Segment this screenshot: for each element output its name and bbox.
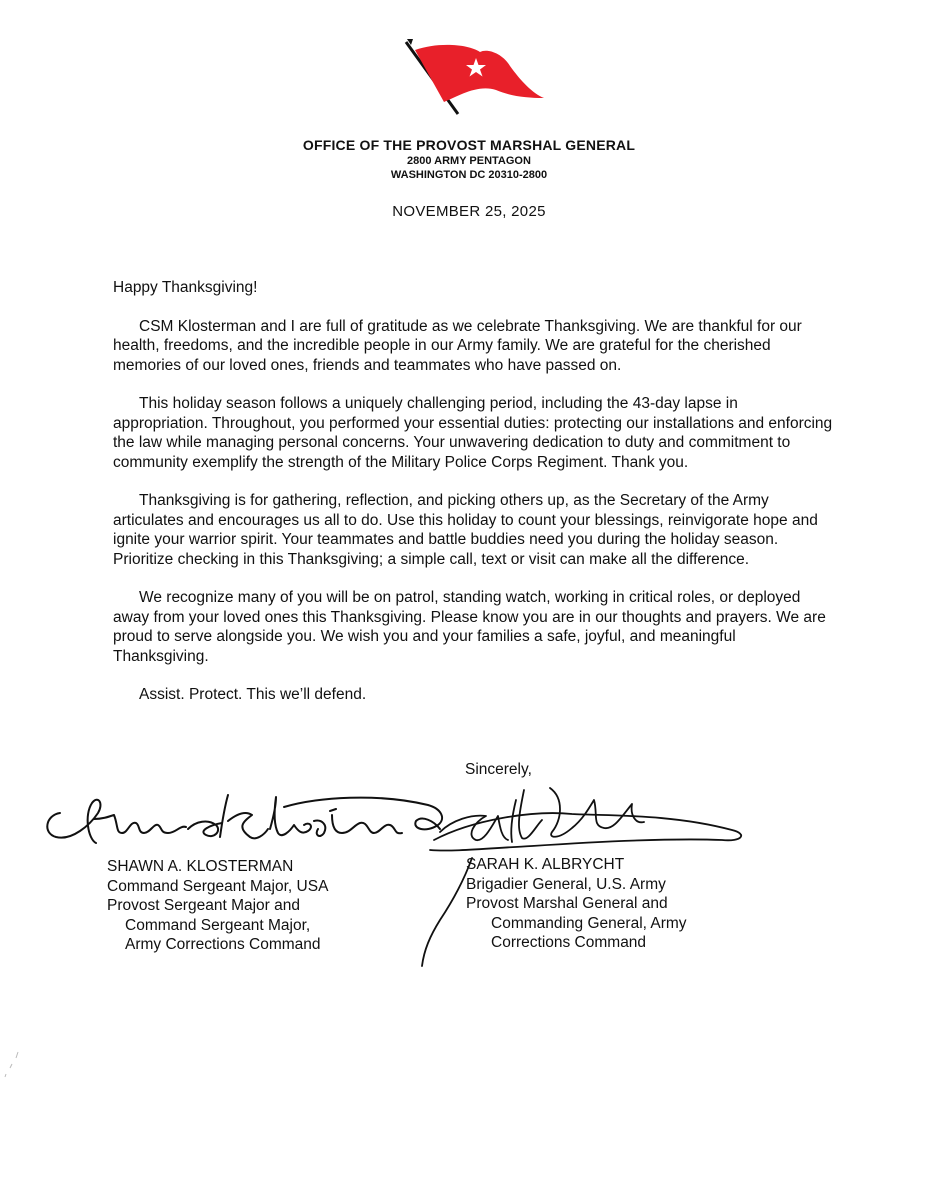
signatory-title: Brigadier General, U.S. Army — [466, 875, 666, 893]
address-line-1: 2800 ARMY PENTAGON — [407, 155, 531, 167]
letter-date: NOVEMBER 25, 2025 — [392, 203, 546, 220]
paragraph-4: We recognize many of you will be on patrol, standing watch, working in critical roles, or deployed away from your loved ones this Thanksgiving. Please know you are in our thoughts and prayers. We are proud to serve alongside you. We wish you and your families a safe, joyful, and meaningful Thanksgiving. — [113, 589, 826, 665]
signatory-title: Provost Sergeant Major and — [107, 897, 300, 914]
letter-body — [113, 278, 833, 724]
signatory-albrycht — [466, 855, 687, 953]
signatory-title: Army Corrections Command — [125, 936, 321, 953]
signatory-title: Commanding General, Army — [491, 914, 687, 932]
scan-speck-mark — [4, 1050, 24, 1080]
letterhead — [0, 136, 927, 182]
signatory-title: Provost Marshal General and — [466, 895, 668, 912]
signatory-title: Command Sergeant Major, — [125, 916, 311, 934]
closing: Sincerely, — [465, 761, 532, 778]
signatory-name: SARAH K. ALBRYCHT — [466, 856, 625, 873]
address-line-2: WASHINGTON DC 20310-2800 — [390, 169, 548, 181]
paragraph-2: This holiday season follows a uniquely challenging period, including the 43-day lapse in appropriation. Throughout, you performed your essential duties: protecting our installations and enforcing the law while managing personal concerns. Your unwavering dedication to duty and commitment to community exemplify the strength of the Military Police Corps Regiment. Thank you. — [113, 395, 833, 471]
motto: Assist. Protect. This we’ll defend. — [139, 686, 367, 703]
red-flag-with-white-star-icon — [398, 36, 544, 116]
office-name: OFFICE OF THE PROVOST MARSHAL GENERAL — [302, 137, 636, 153]
signatory-title: Command Sergeant Major, USA — [107, 877, 329, 895]
paragraph-3: Thanksgiving is for gathering, reflection, and picking others up, as the Secretary of the Army articulates and encourages us all to do. Use this holiday to count your blessings, reinvigorate hope and ignite your warrior spirit. Your teammates and battle buddies need you during the holiday season. Prioritize checking in this Thanksgiving; a simple call, text or visit can make all the difference. — [113, 492, 818, 568]
paragraph-1: CSM Klosterman and I are full of gratitude as we celebrate Thanksgiving. We are thankful for our health, freedoms, and the incredible people in our Army family. We are grateful for the cherished memories of our loved ones, friends and teammates who have passed on. — [113, 317, 802, 374]
signatory-name: SHAWN A. KLOSTERMAN — [107, 858, 294, 875]
signatory-title: Corrections Command — [491, 934, 647, 951]
greeting: Happy Thanksgiving! — [113, 279, 258, 296]
klosterman-signature — [38, 785, 448, 855]
signatory-klosterman — [107, 857, 328, 955]
